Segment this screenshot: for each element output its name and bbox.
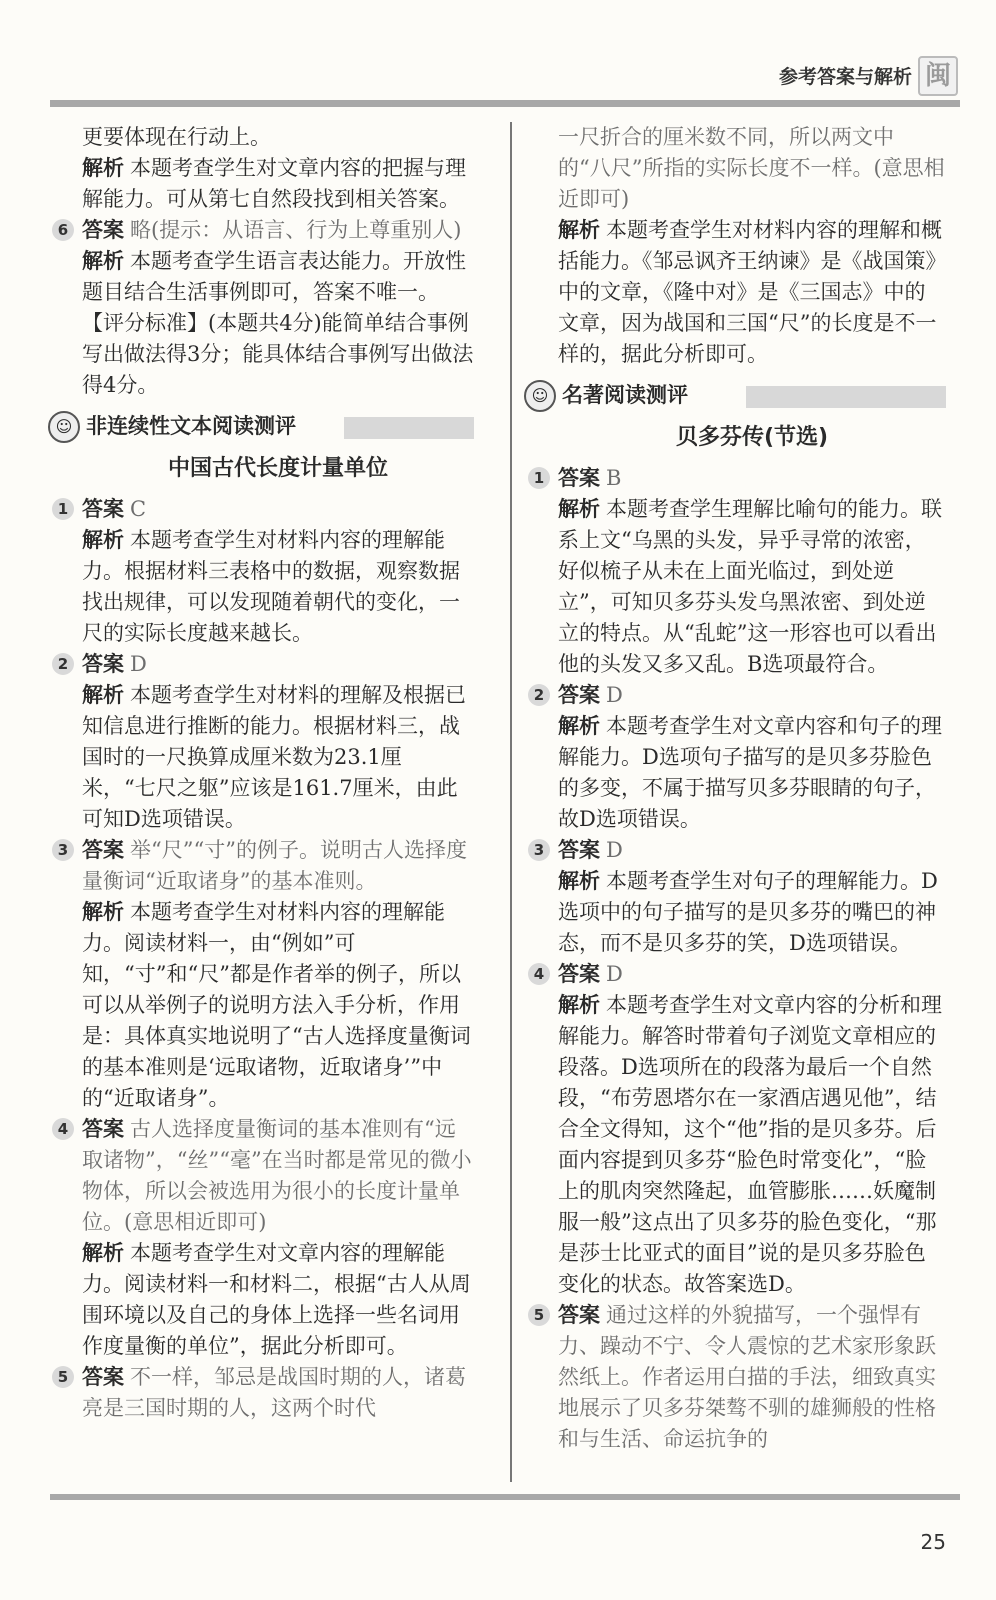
answer-text: 举“尺”“寸”的例子。说明古人选择度量衡词“近取诸身”的基本准则。 [82, 838, 467, 893]
question-number: 4 [52, 1118, 74, 1140]
left-intro-analysis: 本题考查学生对文章内容的把握与理解能力。可从第七自然段找到相关答案。 [82, 156, 466, 211]
analysis-label: 解析 [558, 497, 600, 521]
header-title: 参考答案与解析 [778, 66, 912, 88]
analysis-label: 解析 [82, 249, 124, 273]
student-avatar-icon: ☺ [524, 380, 556, 412]
question-number: 1 [528, 467, 550, 489]
analysis-label: 解析 [558, 993, 600, 1017]
question-number: 3 [52, 839, 74, 861]
answer-label: 答案 [82, 497, 124, 521]
analysis-text: 本题考查学生语言表达能力。开放性题目结合生活事例即可，答案不唯一。 [82, 249, 466, 304]
question-item [57, 1114, 474, 1362]
section-bar [746, 386, 946, 408]
left-intro-text: 更要体现在行动上。 [82, 125, 271, 149]
right-intro-analysis: 本题考查学生对材料内容的理解和概括能力。《邹忌讽齐王纳谏》是《战国策》中的文章，《隆中对》是《三国志》中的文章，因为战国和三国“尺”的长度是不一样的，据此分析即可。 [558, 218, 942, 366]
question-number: 2 [528, 684, 550, 706]
section-title: 非连续性文本阅读测评 [86, 414, 296, 438]
answer-label: 答案 [82, 1365, 124, 1389]
student-avatar-icon: ☺ [48, 411, 80, 443]
question-number: 4 [528, 963, 550, 985]
question-number: 1 [52, 498, 74, 520]
question-item [533, 1300, 946, 1455]
right-intro-text: 一尺折合的厘米数不同，所以两文中的“八尺”所指的实际长度不一样。(意思相近即可) [558, 125, 945, 211]
question-number: 5 [528, 1304, 550, 1326]
question-item [533, 680, 946, 835]
analysis-label: 解析 [82, 156, 124, 180]
section-bar [344, 417, 474, 439]
analysis-text: 本题考查学生对文章内容的分析和理解能力。解答时带着句子浏览文章相应的段落。D选项所在的段落为最后一个自然段，“布劳恩塔尔在一家酒店遇见他”，结合全文得知，这个“他”指的是贝多芬。后面内容提到贝多芬“脸色时常变化”，“脸上的肌肉突然隆起，血管膨胀……妖魔制服一般”这点出了贝多芬的脸色变化，“那是莎士比亚式的面目”说的是贝多芬脸色变化的状态。故答案选D。 [558, 993, 942, 1296]
page-number: 25 [920, 1530, 946, 1554]
analysis-label: 解析 [558, 869, 600, 893]
question-item [533, 835, 946, 959]
answer-text: B [606, 466, 622, 490]
question-item [57, 835, 474, 1114]
question-number: 3 [528, 839, 550, 861]
answer-label: 答案 [558, 683, 600, 707]
analysis-text: 本题考查学生对材料内容的理解能力。根据材料三表格中的数据，观察数据找出规律，可以发现随着朝代的变化，一尺的实际长度越来越长。 [82, 528, 460, 645]
answer-text: C [130, 497, 147, 521]
scoring-standard: 【评分标准】(本题共4分)能简单结合事例写出做法得3分；能具体结合事例写出做法得4分。 [82, 311, 474, 397]
answer-text: 通过这样的外貌描写，一个强悍有力、躁动不宁、令人震惊的艺术家形象跃然纸上。作者运用白描的手法，细致真实地展示了贝多芬桀骜不驯的雄狮般的性格和与生活、命运抗争的 [558, 1303, 936, 1451]
analysis-text: 本题考查学生对材料内容的理解能力。阅读材料一，由“例如”可知，“寸”和“尺”都是作者举的例子，所以可以从举例子的说明方法入手分析，作用是：具体真实地说明了“古人选择度量衡词的基本准则是‘远取诸物，近取诸身’”中的“近取诸身”。 [82, 900, 471, 1110]
analysis-label: 解析 [82, 683, 124, 707]
analysis-label: 解析 [82, 900, 124, 924]
article-title: 中国古代长度计量单位 [167, 456, 388, 481]
answer-label: 答案 [558, 838, 600, 862]
answer-text: D [606, 683, 623, 707]
question-number: 2 [52, 653, 74, 675]
article-title: 贝多芬传(节选) [675, 425, 829, 450]
analysis-label: 解析 [558, 218, 600, 242]
analysis-text: 本题考查学生对材料的理解及根据已知信息进行推断的能力。根据材料三，战国时的一尺换算成厘米数为23.1厘米，“七尺之躯”应该是161.7厘米，由此可知D选项错误。 [82, 683, 466, 831]
section-header-nonlinear [48, 409, 474, 449]
province-badge: 闽 [918, 56, 958, 96]
footer-rule [50, 1494, 960, 1500]
right-column [531, 122, 946, 1455]
answer-label: 答案 [82, 838, 124, 862]
section-title: 名著阅读测评 [562, 383, 688, 407]
question-item [57, 1362, 474, 1424]
answer-text: D [606, 962, 623, 986]
question-item [533, 463, 946, 680]
analysis-label: 解析 [82, 528, 124, 552]
answer-label: 答案 [558, 466, 600, 490]
section-header-classics [524, 378, 946, 418]
analysis-text: 本题考查学生对文章内容的理解能力。阅读材料一和材料二，根据“古人从周围环境以及自己的身体上选择一些名词用作度量衡的单位”，据此分析即可。 [82, 1241, 471, 1358]
answer-label: 答案 [82, 652, 124, 676]
answer-text: 不一样，邹忌是战国时期的人，诸葛亮是三国时期的人，这两个时代 [82, 1365, 466, 1420]
answer-label: 答案 [82, 1117, 124, 1141]
answer-label: 答案 [82, 218, 124, 242]
analysis-label: 解析 [82, 1241, 124, 1265]
analysis-text: 本题考查学生理解比喻句的能力。联系上文“乌黑的头发，异乎寻常的浓密，好似梳子从未在上面光临过，到处逆立”，可知贝多芬头发乌黑浓密、到处逆立的特点。从“乱蛇”这一形容也可以看出他的头发又多又乱。B选项最符合。 [558, 497, 942, 676]
answer-text: D [130, 652, 147, 676]
column-divider [510, 122, 512, 1482]
answer-text: D [606, 838, 623, 862]
page-header [0, 0, 996, 110]
question-item [57, 494, 474, 649]
analysis-label: 解析 [558, 714, 600, 738]
question-number: 6 [52, 219, 74, 241]
analysis-text: 本题考查学生对文章内容和句子的理解能力。D选项句子描写的是贝多芬脸色的多变，不属于描写贝多芬眼睛的句子，故D选项错误。 [558, 714, 942, 831]
question-item [57, 649, 474, 835]
answer-label: 答案 [558, 1303, 600, 1327]
question-6 [57, 215, 474, 401]
answer-text: 略(提示：从语言、行为上尊重别人) [130, 218, 462, 242]
answer-text: 古人选择度量衡词的基本准则有“远取诸物”，“丝”“毫”在当时都是常见的微小物体，所以会被选用为很小的长度计量单位。(意思相近即可) [82, 1117, 472, 1234]
answer-label: 答案 [558, 962, 600, 986]
analysis-text: 本题考查学生对句子的理解能力。D选项中的句子描写的是贝多芬的嘴巴的神态，而不是贝多芬的笑，D选项错误。 [558, 869, 938, 955]
question-item [533, 959, 946, 1300]
question-number: 5 [52, 1366, 74, 1388]
header-rule [50, 100, 960, 107]
left-column [55, 122, 474, 1424]
